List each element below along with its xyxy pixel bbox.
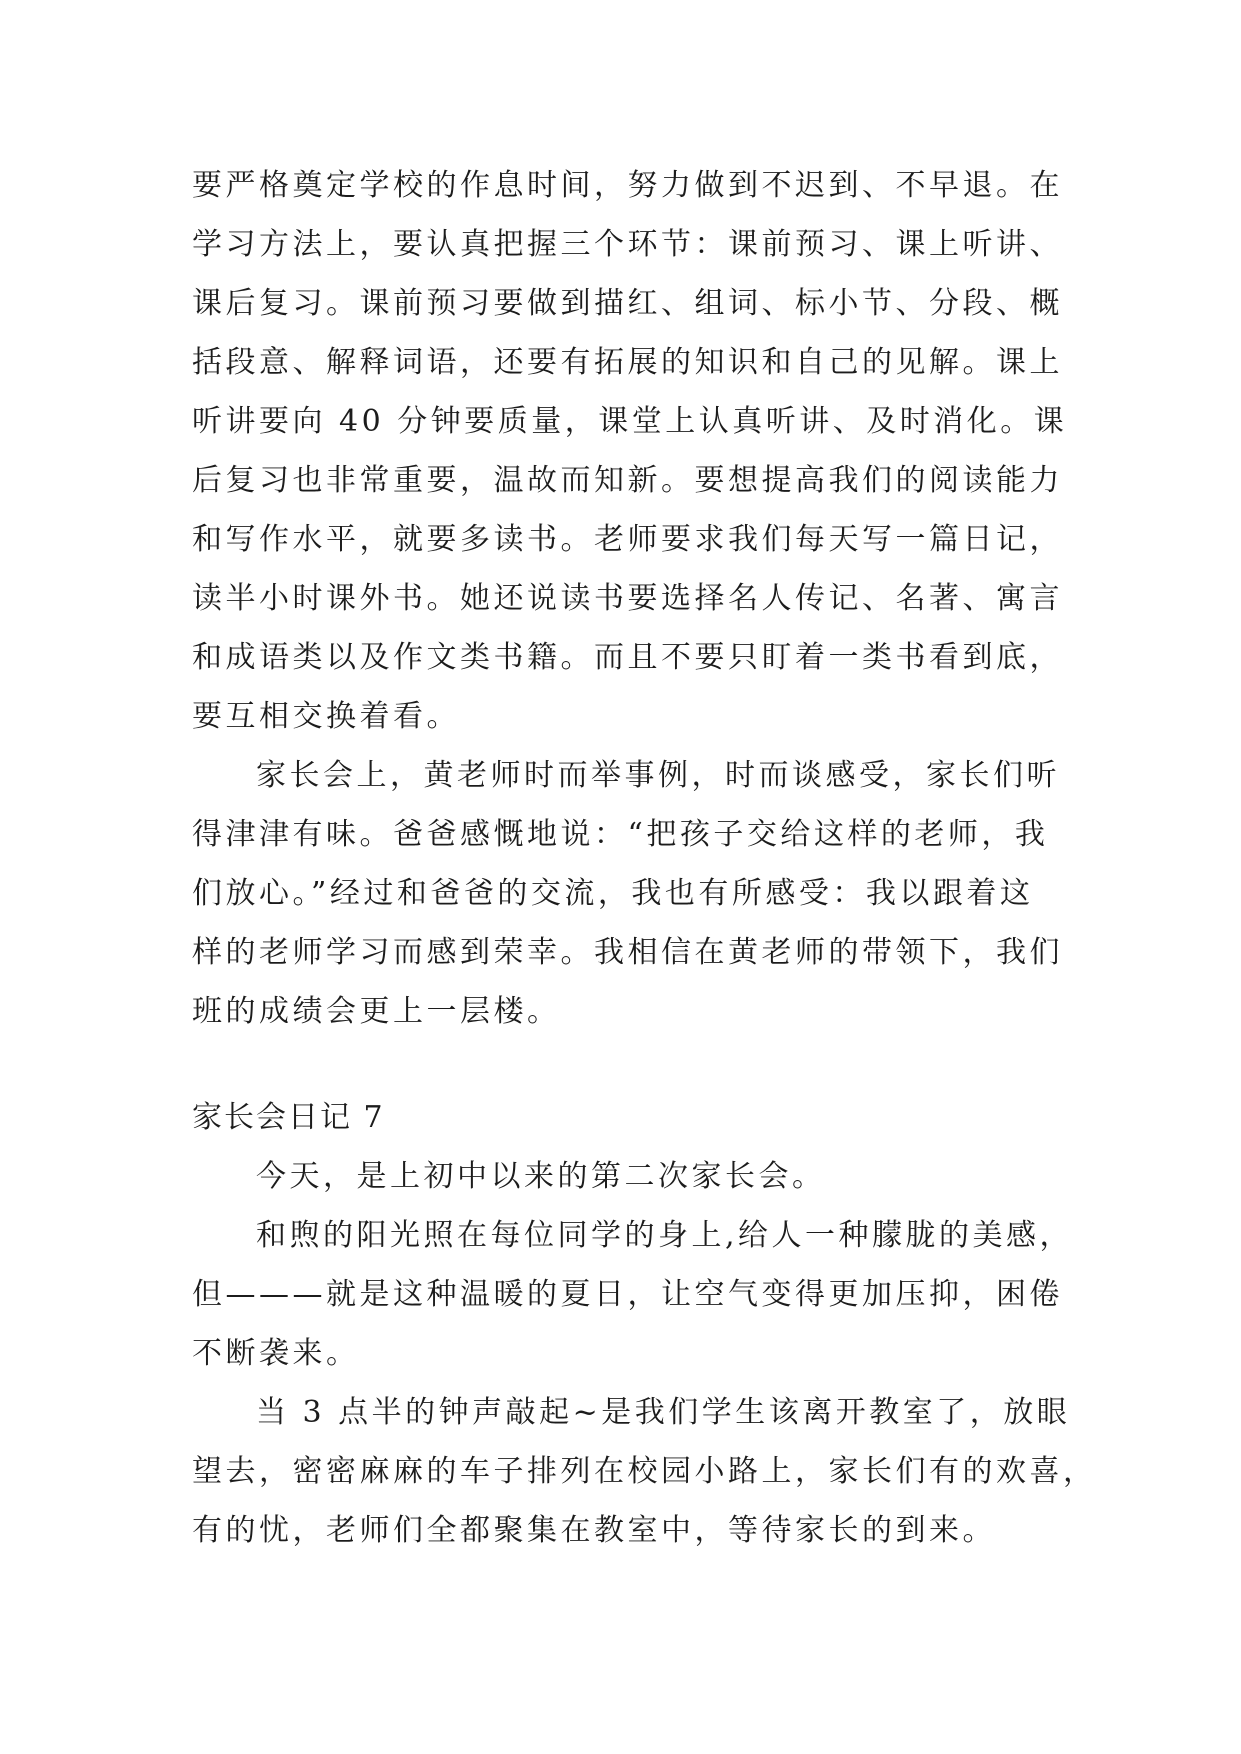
paragraph-line: 班的成绩会更上一层楼。 [192, 994, 561, 1029]
paragraph-line: 得津津有味。爸爸感慨地说：“把孩子交给这样的老师，我 [192, 817, 1049, 852]
paragraph-line: 要严格奠定学校的作息时间，努力做到不迟到、不早退。在 [192, 168, 1063, 203]
section-heading: 家长会日记 7 [192, 1100, 385, 1135]
paragraph-line: 不断袭来。 [192, 1336, 360, 1371]
paragraph-line: 课后复习。课前预习要做到描红、组词、标小节、分段、概 [192, 286, 1063, 321]
paragraph-line: 后复习也非常重要，温故而知新。要想提高我们的阅读能力 [192, 463, 1063, 498]
paragraph-line: 和写作水平，就要多读书。老师要求我们每天写一篇日记， [192, 522, 1063, 557]
paragraph-line: 学习方法上，要认真把握三个环节：课前预习、课上听讲、 [192, 227, 1063, 262]
paragraph-line: 听讲要向 40 分钟要质量，课堂上认真听讲、及时消化。课 [192, 404, 1068, 439]
paragraph-line: 样的老师学习而感到荣幸。我相信在黄老师的带领下，我们 [192, 935, 1063, 970]
paragraph-line: 要互相交换着看。 [192, 699, 460, 734]
paragraph-line: 和煦的阳光照在每位同学的身上,给人一种朦胧的美感， [256, 1218, 1074, 1253]
paragraph-line: 但———就是这种温暖的夏日，让空气变得更加压抑，困倦 [192, 1277, 1063, 1312]
paragraph-line: 括段意、解释词语，还要有拓展的知识和自己的见解。课上 [192, 345, 1063, 380]
paragraph-line: 读半小时课外书。她还说读书要选择名人传记、名著、寓言 [192, 581, 1063, 616]
paragraph-line: 和成语类以及作文类书籍。而且不要只盯着一类书看到底， [192, 640, 1063, 675]
paragraph-line: 望去，密密麻麻的车子排列在校园小路上，家长们有的欢喜， [192, 1454, 1097, 1489]
paragraph-line: 家长会上，黄老师时而举事例，时而谈感受，家长们听 [256, 758, 1060, 793]
paragraph-line: 有的忧，老师们全都聚集在教室中，等待家长的到来。 [192, 1513, 996, 1548]
paragraph-line: 当 3 点半的钟声敲起~是我们学生该离开教室了，放眼 [256, 1395, 1071, 1430]
paragraph-line: 今天，是上初中以来的第二次家长会。 [256, 1159, 826, 1194]
paragraph-line: 们放心。”经过和爸爸的交流，我也有所感受：我以跟着这 [192, 876, 1034, 911]
